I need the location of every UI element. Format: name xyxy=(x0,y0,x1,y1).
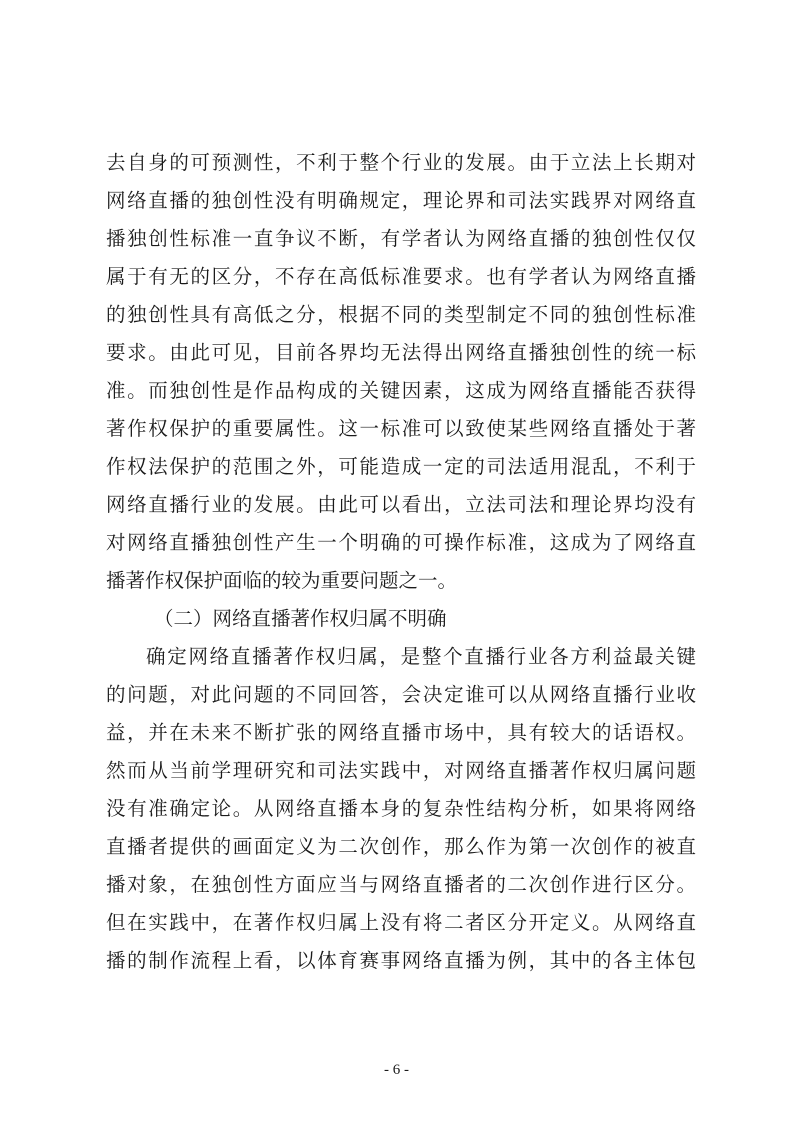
text-line: 直播者提供的画面定义为二次创作，那么作为第一次创作的被直 xyxy=(106,835,696,858)
text-line: 的独创性具有高低之分，根据不同的类型制定不同的独创性标准 xyxy=(106,303,696,326)
text-line: 但在实践中，在著作权归属上没有将二者区分开定义。从网络直 xyxy=(106,911,696,934)
text-line: 播的制作流程上看，以体育赛事网络直播为例，其中的各主体包 xyxy=(106,949,696,972)
text-line: 播独创性标准一直争议不断，有学者认为网络直播的独创性仅仅 xyxy=(106,227,696,250)
text-line: 作权法保护的范围之外，可能造成一定的司法适用混乱，不利于 xyxy=(106,455,696,478)
text-line: 确定网络直播著作权归属，是整个直播行业各方利益最关键 xyxy=(146,645,696,668)
section-heading: （二）网络直播著作权归属不明确 xyxy=(154,607,447,630)
text-line: 去自身的可预测性，不利于整个行业的发展。由于立法上长期对 xyxy=(106,151,696,174)
text-line: 要求。由此可见，目前各界均无法得出网络直播独创性的统一标 xyxy=(106,341,696,364)
text-line: 没有准确定论。从网络直播本身的复杂性结构分析，如果将网络 xyxy=(106,797,696,820)
text-line: 著作权保护的重要属性。这一标准可以致使某些网络直播处于著 xyxy=(106,417,696,440)
text-line: 播对象，在独创性方面应当与网络直播者的二次创作进行区分。 xyxy=(106,873,696,896)
text-line: 益，并在未来不断扩张的网络直播市场中，具有较大的话语权。 xyxy=(106,721,696,744)
text-line: 网络直播的独创性没有明确规定，理论界和司法实践界对网络直 xyxy=(106,189,696,212)
text-line: 的问题，对此问题的不同回答，会决定谁可以从网络直播行业收 xyxy=(106,683,696,706)
body-text xyxy=(106,144,696,980)
page-number: - 6 - xyxy=(384,1062,409,1078)
text-line: 网络直播行业的发展。由此可以看出，立法司法和理论界均没有 xyxy=(106,493,696,516)
text-line: 属于有无的区分，不存在高低标准要求。也有学者认为网络直播 xyxy=(106,265,696,288)
text-line: 播著作权保护面临的较为重要问题之一。 xyxy=(106,569,458,592)
text-line: 准。而独创性是作品构成的关键因素，这成为网络直播能否获得 xyxy=(106,379,696,402)
text-line: 对网络直播独创性产生一个明确的可操作标准，这成为了网络直 xyxy=(106,531,696,554)
text-line: 然而从当前学理研究和司法实践中，对网络直播著作权归属问题 xyxy=(106,759,696,782)
